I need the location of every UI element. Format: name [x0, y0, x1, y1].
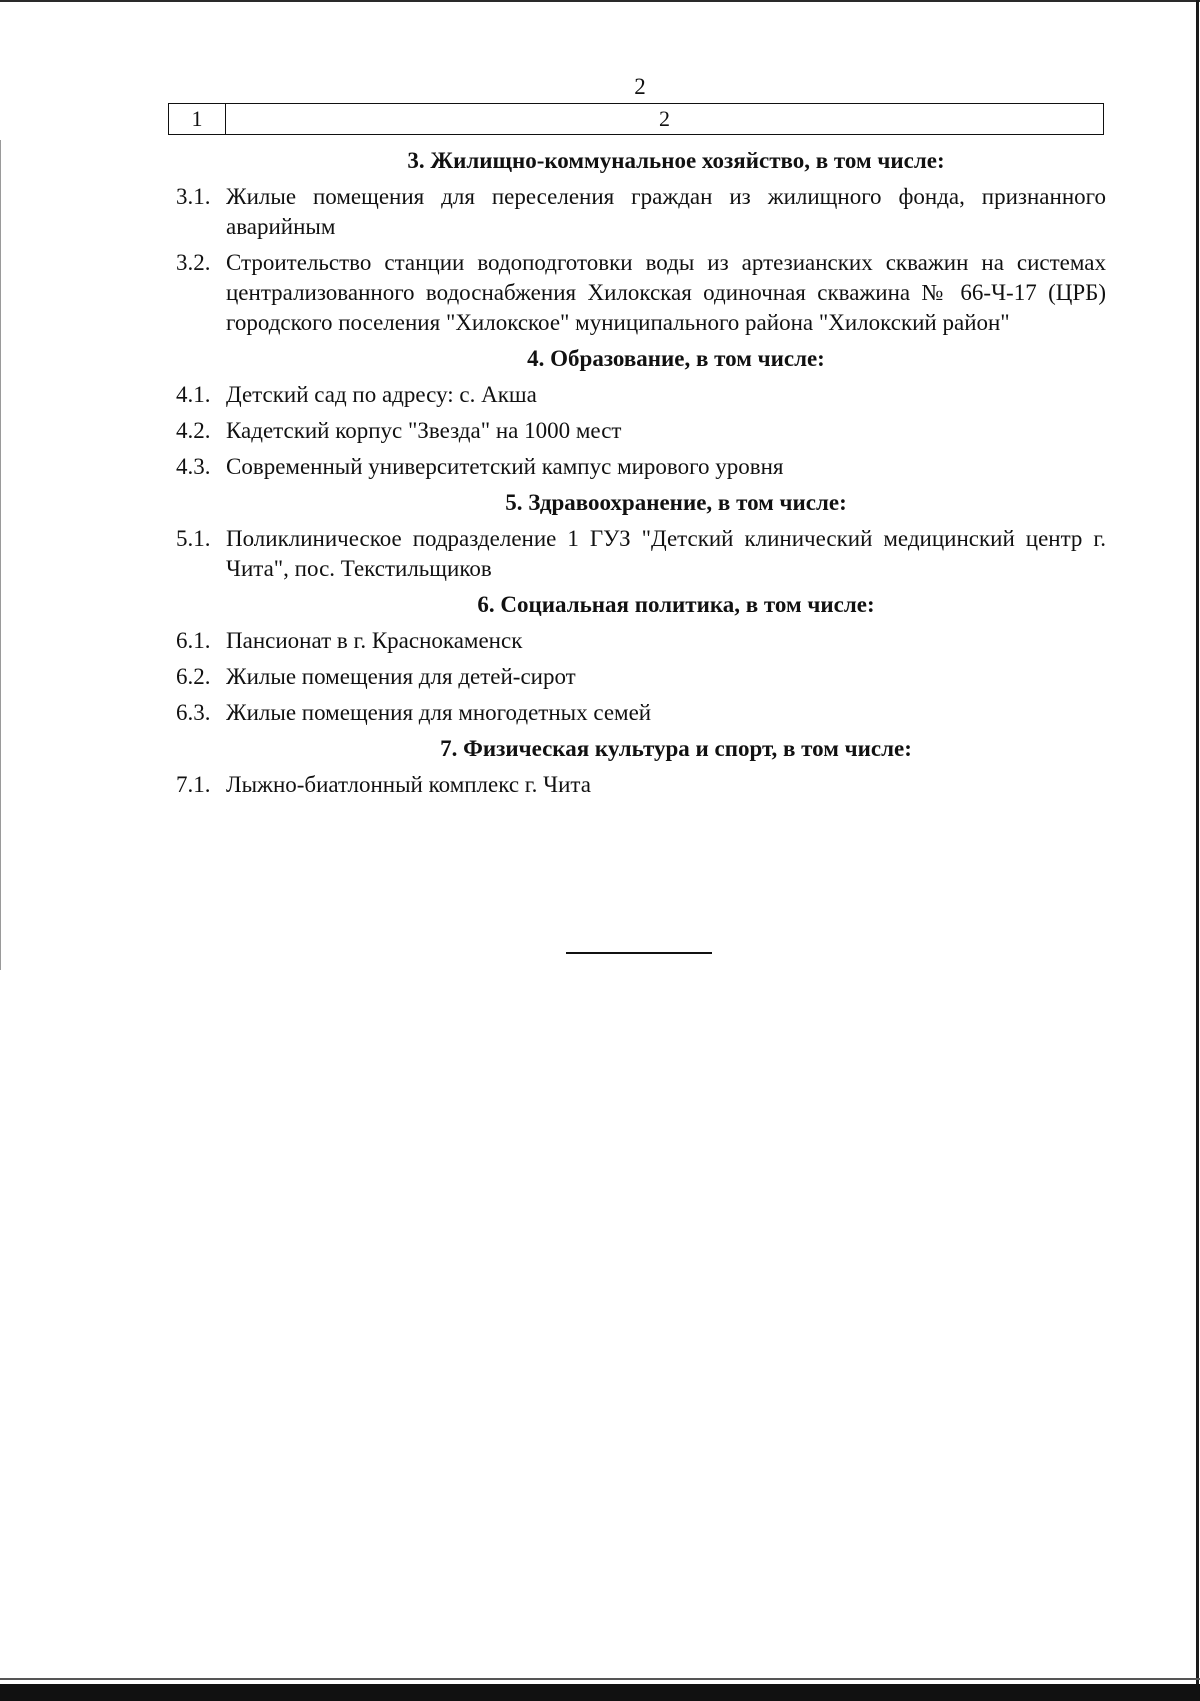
item-number: 4.3. [176, 454, 211, 479]
section-healthcare [176, 488, 1106, 584]
section-heading: 5. Здравоохранение, в том числе: [505, 490, 847, 515]
item-text: Строительство станции водоподготовки воды из артезианских скважин на системах централизованного водоснабжения Хилокская одиночная скважина № 66-Ч-17 (ЦРБ) городского поселения "Хилокское" муниципального района "Хилокский район" [226, 250, 1106, 335]
scan-edge-bottom [0, 1684, 1200, 1701]
item-text: Жилые помещения для детей-сирот [226, 664, 576, 689]
item-number: 7.1. [176, 772, 211, 797]
list-item [176, 452, 1106, 482]
list-item [176, 248, 1106, 338]
page-number: 2 [634, 74, 646, 99]
header-cell-col1: 1 [169, 104, 226, 134]
item-text: Жилые помещения для многодетных семей [226, 700, 652, 725]
item-number: 3.1. [176, 184, 211, 209]
section-heading: 3. Жилищно-коммунальное хозяйство, в том числе: [407, 148, 945, 173]
section-social-policy [176, 590, 1106, 728]
header-table [168, 103, 1104, 135]
list-item [176, 182, 1106, 242]
item-text: Детский сад по адресу: с. Акша [226, 382, 537, 407]
scan-edge-bottom-line [0, 1678, 1200, 1680]
list-item [176, 770, 1106, 800]
list-item [176, 416, 1106, 446]
document-body [176, 142, 1106, 806]
item-text: Современный университетский кампус мирового уровня [226, 454, 784, 479]
item-number: 6.3. [176, 700, 211, 725]
item-text: Поликлиническое подразделение 1 ГУЗ "Детский клинический медицинский центр г. Чита", пос. Текстильщиков [226, 526, 1106, 581]
scan-edge-top [0, 0, 1200, 2]
list-item [176, 524, 1106, 584]
item-number: 4.1. [176, 382, 211, 407]
end-divider [566, 952, 712, 954]
item-number: 3.2. [176, 250, 211, 275]
section-sport [176, 734, 1106, 800]
item-text: Пансионат в г. Краснокаменск [226, 628, 523, 653]
item-number: 5.1. [176, 526, 211, 551]
list-item [176, 662, 1106, 692]
item-text: Кадетский корпус "Звезда" на 1000 мест [226, 418, 622, 443]
header-cell-col2: 2 [659, 106, 670, 131]
item-number: 6.2. [176, 664, 211, 689]
list-item [176, 698, 1106, 728]
item-number: 4.2. [176, 418, 211, 443]
list-item [176, 380, 1106, 410]
item-text: Жилые помещения для переселения граждан из жилищного фонда, признанного аварийным [226, 184, 1106, 239]
section-heading: 6. Социальная политика, в том числе: [477, 592, 875, 617]
item-text: Лыжно-биатлонный комплекс г. Чита [226, 772, 591, 797]
section-education [176, 344, 1106, 482]
section-heading: 7. Физическая культура и спорт, в том числе: [440, 736, 912, 761]
section-heading: 4. Образование, в том числе: [527, 346, 825, 371]
list-item [176, 626, 1106, 656]
section-housing [176, 146, 1106, 338]
scan-edge-right [1196, 0, 1199, 1701]
item-number: 6.1. [176, 628, 211, 653]
scan-edge-left [0, 140, 1, 970]
